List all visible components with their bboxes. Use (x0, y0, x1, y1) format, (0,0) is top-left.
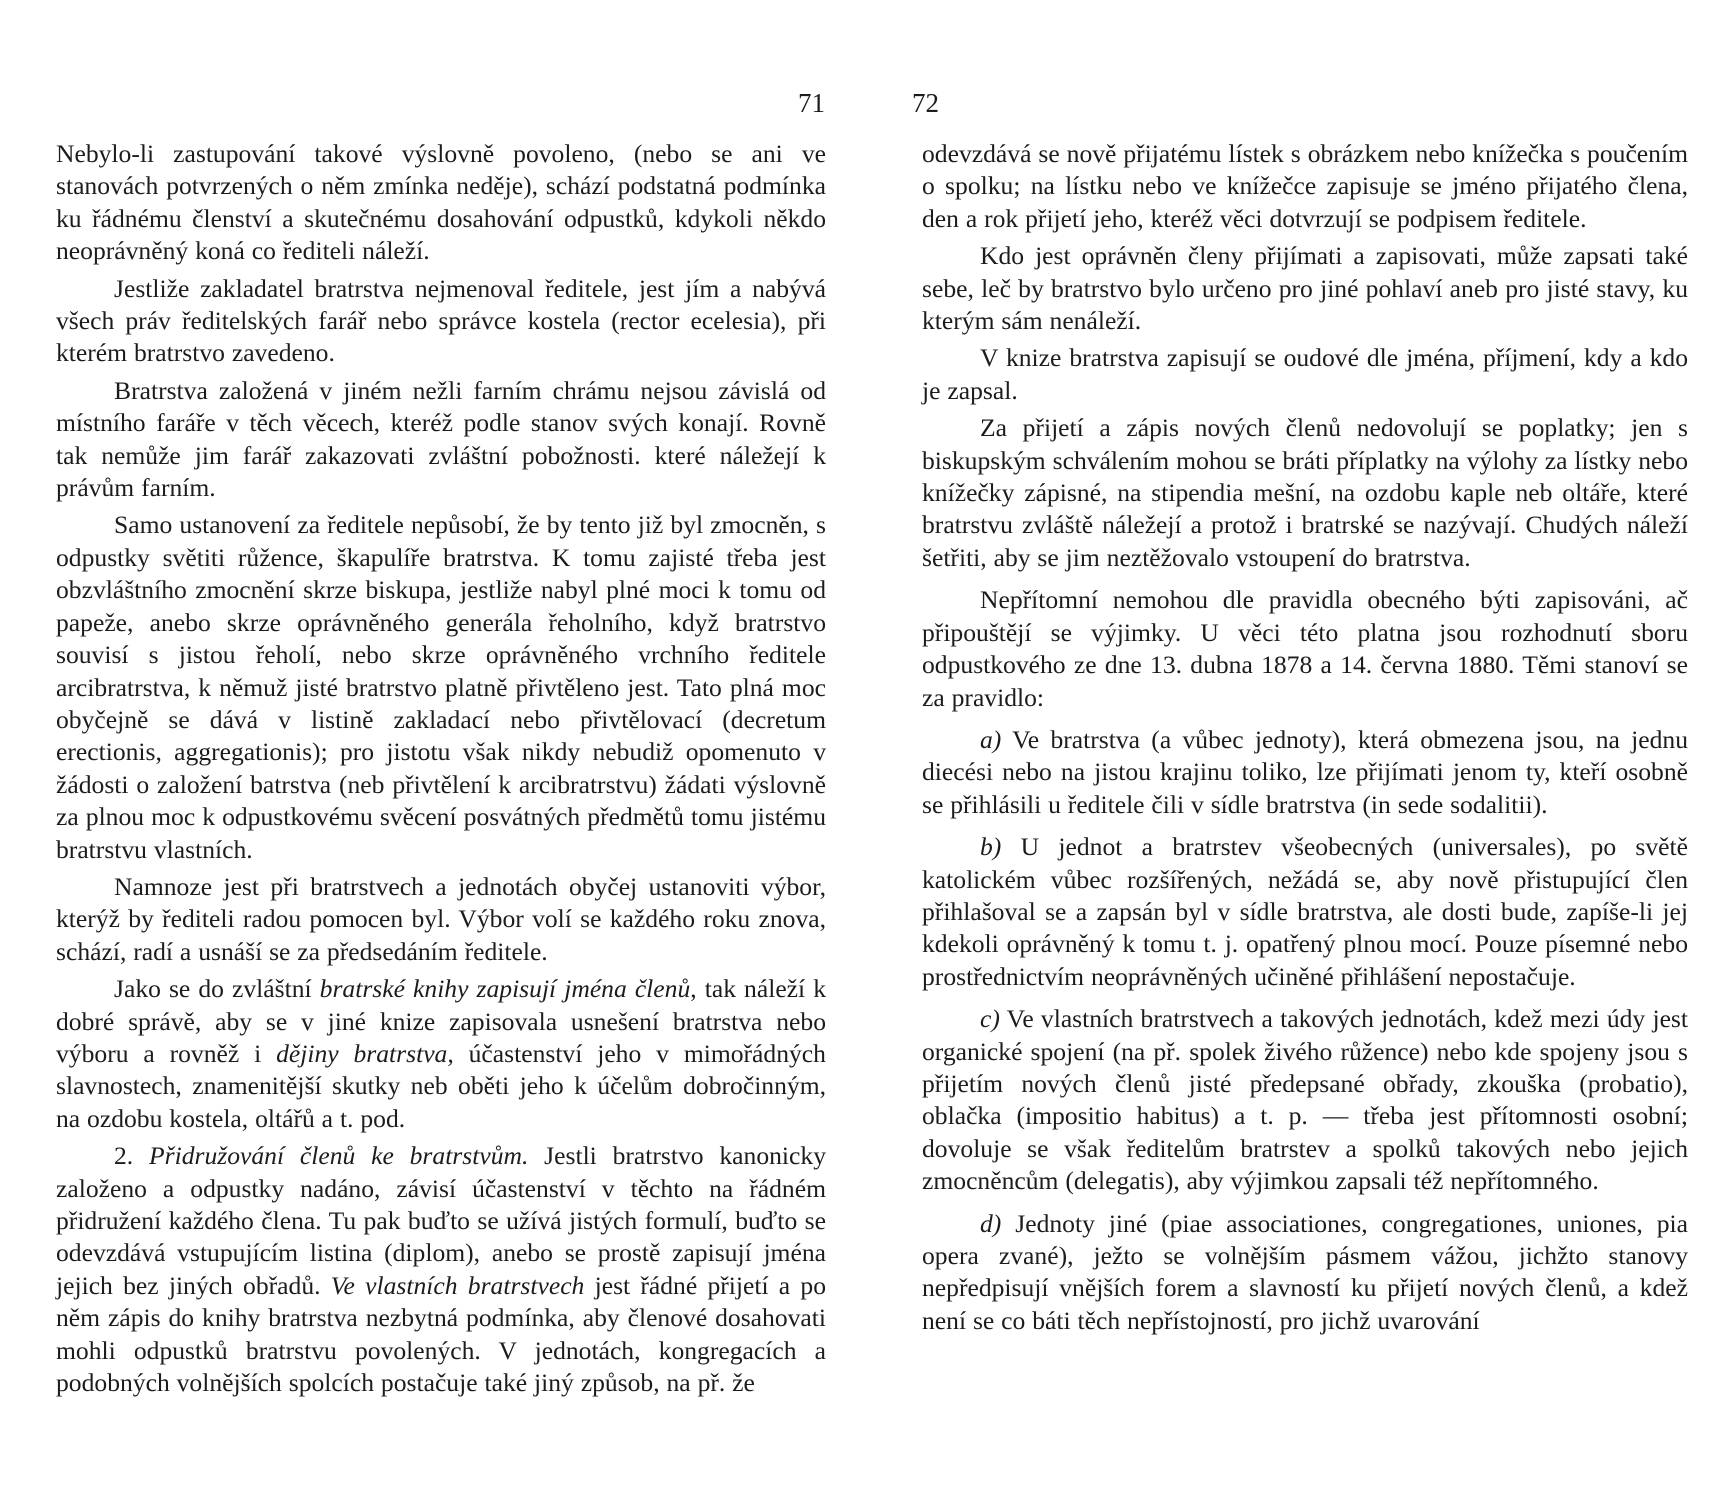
paragraph (922, 138, 1688, 235)
paragraph (56, 138, 826, 268)
paragraph (922, 342, 1688, 407)
paragraph (922, 240, 1688, 337)
paragraph (56, 1140, 826, 1399)
text-run: Ve bratrstva (a vůbec jednoty), která obmezena jsou, na jednu diecési nebo na jistou krajinu toliko, lze přijímati jenom ty, kteří osobně se přihlásili u ředitele čili v sídle bratrstva (in sede sodalitii). (922, 724, 1688, 819)
text-run: jest řádné přijetí a po něm zápis do knihy bratrstva nezbytná podmínka, aby členové dosahovati mohli odpustků bratrstvu povolených. V jednotách, kongregacích a podobných volnějších spolcích postačuje také jiný způsob, na př. že (56, 1270, 826, 1398)
italic-text: c) (980, 1004, 1000, 1034)
paragraph (922, 584, 1688, 714)
page-body (56, 138, 826, 1404)
text-run: Samo ustanovení za ředitele nepůsobí, že by tento již byl zmocněn, s odpustky světiti růžence, škapulíře bratrstva. K tomu zajisté třeba jest obzvláštního zmocnění skrze biskupa, jestliže nabyl plné moci k tomu od papeže, anebo skrze oprávněného generála řeholního, když bratrstvo souvisí s jistou řeholí, nebo skrze oprávněného vrchního ředitele arcibratrstva, k němuž jisté bratrstvo platně přivtěleno jest. Tato plná moc obyčejně se dává v listině zakladací nebo přivtělovací (decretum erectionis, aggregationis); pro jistotu však nikdy nebudiž opomenuto v žádosti o založení batrstva (neb přivtělení k arcibratrstvu) žádati výslovně za plnou moc k odpustkovému svěcení posvátných předmětů tomu jistému bratrstvu vlastních. (56, 510, 826, 864)
italic-text: b) (980, 832, 1002, 862)
text-run: odevzdává se nově přijatému lístek s obrázkem nebo knížečka s poučením o spolku; na lístku nebo ve knížečce zapisuje se jméno přijatého člena, den a rok přijetí jeho, kteréž věci dotvrzují se podpisem ředitele. (922, 139, 1688, 233)
text-run: Namnoze jest při bratrstvech a jednotách obyčej ustanoviti výbor, kterýž by řediteli radou pomocen byl. Výbor volí se každého roku znova, schází, radí a usnáší se za předsedáním ředitele. (56, 871, 826, 966)
text-run: Ve vlastních bratrstvech a takových jednotách, kdež mezi údy jest organické spojení (na př. spolek živého růžence) nebo kde spojeny jsou s přijetím nových členů jisté předepsané obřady, zkouška (probatio), oblačka (impositio habitus) a t. p. — třeba jest přítomnosti osobní; dovoluje se však ředitelům bratrstev a spolků takových nebo jejich zmocněncům (delegatis), aby výjimkou zapsali též nepřítomného. (922, 1004, 1688, 1196)
paragraph (922, 412, 1688, 574)
paragraph (56, 973, 826, 1135)
text-run: 2. (114, 1141, 149, 1171)
text-run: U jednot a bratrstev všeobecných (universales), po světě katolickém vůbec rozšířených, nežádá se, aby nově přistupující člen přihlašoval se a zapsán byl v sídle bratrstva, ale dosti bude, zapíše-li jej kdekoli oprávněný k tomu t. j. opatřený plnou mocí. Pouze písemné nebo prostřednictvím neoprávněných učiněné přihlášení nepostačuje. (922, 832, 1688, 991)
text-run: V knize bratrstva zapisují se oudové dle jména, příjmení, kdy a kdo je zapsal. (922, 343, 1688, 405)
paragraph (922, 1003, 1688, 1197)
paragraph (922, 831, 1688, 993)
text-run: Nepřítomní nemohou dle pravidla obecného býti zapisováni, ač připouštějí se výjimky. U věci této platna jsou rozhodnutí sboru odpustkového ze dne 13. dubna 1878 a 14. června 1880. Těmi stanoví se za pravidlo: (922, 585, 1688, 712)
page-number: 72 (912, 88, 939, 118)
italic-text: a) (980, 724, 1002, 754)
paragraph (56, 375, 826, 505)
paragraph (922, 724, 1688, 821)
text-run: Jednoty jiné (piae associationes, congregationes, uniones, pia opera zvané), ježto se volnějším pásmem vážou, jichžto stanovy nepředpisují vnějších forem a slavností ku přijetí nových členů, a kdež není se co báti těch nepřístojností, pro jichž uvarování (922, 1208, 1688, 1335)
text-run: účastenství jeho v mimořádných slavnostech, znamenitější skutky neb oběti jeho k účelům dobročinným, na ozdobu kostela, oltářů a t. pod. (56, 1038, 826, 1133)
right-page (866, 0, 1732, 1500)
text-run: Kdo jest oprávněn členy přijímati a zapisovati, může zapsati také sebe, leč by bratrstvo bylo určeno pro jiné pohlaví aneb pro jisté stavy, ku kterým sám nenáleží. (922, 241, 1688, 336)
paragraph (56, 871, 826, 968)
text-run: Nebylo-li zastupování takové výslovně povoleno, (nebo se ani ve stanovách potvrzených o něm zmínka neděje), schází podstatná podmínka ku řádnému členství a skutečnému dosahování odpustků, kdykoli někdo neoprávněný koná co řediteli náleží. (56, 139, 826, 266)
page-body (922, 138, 1688, 1342)
page-number: 71 (798, 88, 825, 118)
text-run: Bratrstva založená v jiném nežli farním chrámu nejsou závislá od místního faráře v těch věcech, kteréž podle stanov svých konají. Rovně tak nemůže jim farář zakazovati zvláštní pobožnosti. které náležejí k právům farním. (56, 375, 826, 503)
italic-text: Přidružování členů ke bratrstvům. (149, 1141, 529, 1171)
italic-text: Ve vlastních bratrstvech (330, 1270, 585, 1300)
paragraph (56, 509, 826, 865)
text-run: Jestli bratrstvo kanonicky založeno a odpustky nadáno, závisí účastenství v těchto na řádném přidružení každého člena. Tu pak buďto se užívá jistých formulí, buďto se odevzdává vstupujícím listina (diplom), anebo se prostě zapisují jména jejich bez jiných obřadů. (56, 1141, 826, 1300)
paragraph (922, 1208, 1688, 1338)
text-run: Jestliže zakladatel bratrstva nejmenoval ředitele, jest jím a nabývá všech práv ředitelských farář nebo správce kostela (rector ecelesia), při kterém bratrstvo zavedeno. (56, 273, 826, 368)
text-run: Jako se do zvláštní (114, 974, 320, 1004)
italic-text: d) (980, 1208, 1002, 1238)
text-run: , tak náleží k dobré správě, aby se v jiné knize zapisovala usnešení bratrstva nebo výboru a rovněž i (56, 974, 827, 1068)
italic-text: dějiny bratrstva, (276, 1038, 454, 1068)
italic-text: bratrské knihy zapisují jména členů (319, 974, 691, 1004)
paragraph (56, 273, 826, 370)
text-run: Za přijetí a zápis nových členů nedovolují se poplatky; jen s biskupským schválením mohou se bráti příplatky na výlohy za lístky nebo knížečky zápisné, na stipendia mešní, na ozdobu kaple neb oltáře, které bratrstvu zvláště náležejí a protož i bratrské se nazývají. Chudých náleží šetřiti, aby se jim neztěžovalo vstoupení do bratrstva. (922, 413, 1688, 572)
